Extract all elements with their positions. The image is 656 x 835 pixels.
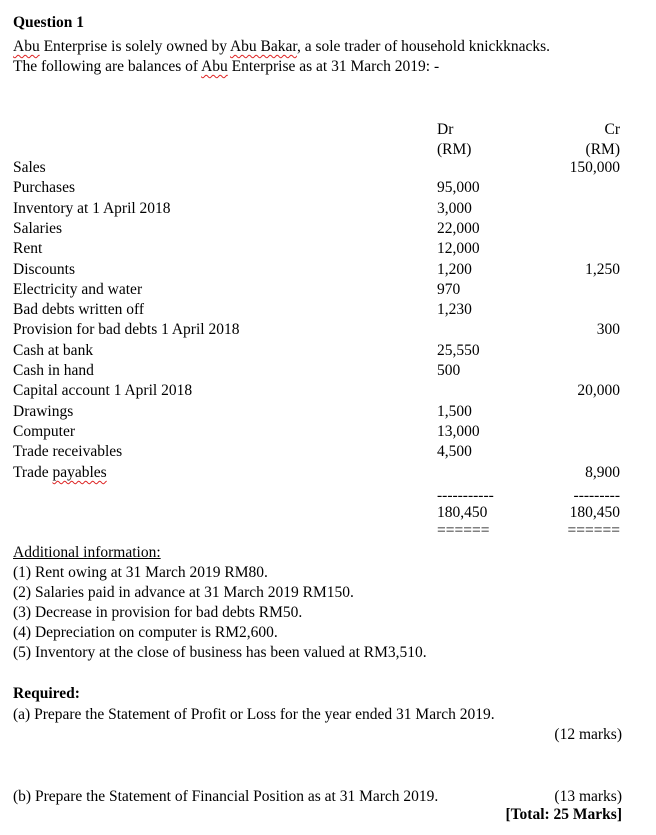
cr-unit: (RM) [585, 141, 620, 158]
row-dr-amount: 1,230 [437, 301, 472, 318]
row-account-name: Cash at bank [13, 342, 94, 359]
row-account-name: Bad debts written off [13, 301, 145, 318]
intro-line-1-post: , a sole trader of household knickknacks. [296, 38, 551, 55]
row-account-name: Rent [13, 240, 43, 257]
row-dr-amount: 4,500 [437, 443, 472, 460]
row-dr-amount: 500 [437, 362, 461, 379]
row-account-name: Salaries [13, 220, 63, 237]
additional-item: (5) Inventory at the close of business has been valued at RM3,510. [13, 644, 427, 661]
row-account-name: Capital account 1 April 2018 [13, 382, 193, 399]
cr-header: Cr [604, 121, 620, 138]
part-b-marks: (13 marks) [554, 788, 622, 805]
row-dr-amount: 25,550 [437, 342, 480, 359]
cr-total: 180,450 [569, 504, 620, 521]
part-a-marks: (12 marks) [554, 726, 622, 743]
row-cr-amount: 150,000 [569, 159, 620, 176]
cr-double-line: ====== [567, 522, 620, 539]
additional-item: (3) Decrease in provision for bad debts RM50. [13, 604, 303, 621]
row-account-name: Inventory at 1 April 2018 [13, 200, 171, 217]
row-dr-amount: 1,200 [437, 261, 472, 278]
row-dr-amount: 22,000 [437, 220, 480, 237]
dr-unit: (RM) [437, 141, 472, 158]
row-account-name: Discounts [13, 261, 75, 278]
row-dr-amount: 3,000 [437, 200, 472, 217]
row-account-name: Provision for bad debts 1 April 2018 [13, 321, 240, 338]
dr-total: 180,450 [437, 504, 488, 521]
intro-abu-1: Abu [13, 38, 40, 55]
intro-line-1-mid: Enterprise is solely owned by [39, 38, 230, 55]
intro-line-1 [13, 37, 550, 57]
required-part-b: (b) Prepare the Statement of Financial Position as at 31 March 2019. [13, 788, 439, 805]
intro-abu-2: Abu [201, 58, 228, 75]
row-dr-amount: 95,000 [437, 179, 480, 196]
row-cr-amount: 8,900 [585, 464, 620, 481]
row-account-name: Drawings [13, 403, 74, 420]
row-cr-amount: 300 [596, 321, 620, 338]
intro-line-2-post: Enterprise as at 31 March 2019: - [227, 58, 440, 75]
row-account-name: Computer [13, 423, 75, 440]
row-account-name: Electricity and water [13, 281, 143, 298]
intro-line-2 [13, 57, 439, 77]
additional-item: (4) Depreciation on computer is RM2,600. [13, 624, 278, 641]
dr-double-line: ====== [437, 522, 490, 539]
row-account-name: Cash in hand [13, 362, 94, 379]
row-account-name-part: payables [52, 464, 107, 481]
row-account-name: Trade receivables [13, 443, 123, 460]
additional-item: (2) Salaries paid in advance at 31 March 2019 RM150. [13, 584, 354, 601]
cr-dash-line: --------- [573, 487, 620, 504]
row-account-name: Sales [13, 159, 46, 176]
intro-owner-name: Abu Bakar [229, 38, 297, 55]
row-cr-amount: 20,000 [577, 382, 620, 399]
total-marks: [Total: 25 Marks] [505, 806, 622, 823]
row-dr-amount: 1,500 [437, 403, 472, 420]
row-cr-amount: 1,250 [585, 261, 620, 278]
row-dr-amount: 13,000 [437, 423, 480, 440]
question-title: Question 1 [13, 14, 85, 31]
row-dr-amount: 12,000 [437, 240, 480, 257]
required-heading: Required: [13, 685, 80, 702]
dr-header: Dr [437, 121, 454, 138]
row-dr-amount: 970 [437, 281, 461, 298]
additional-item: (1) Rent owing at 31 March 2019 RM80. [13, 564, 268, 581]
additional-heading: Additional information: [13, 544, 161, 561]
required-part-a: (a) Prepare the Statement of Profit or Loss for the year ended 31 March 2019. [13, 706, 495, 723]
row-account-name [13, 463, 107, 483]
dr-dash-line: ----------- [437, 487, 494, 504]
row-account-name: Purchases [13, 179, 75, 196]
row-account-name-part: Trade [13, 464, 53, 481]
intro-line-2-pre: The following are balances of [13, 58, 202, 75]
